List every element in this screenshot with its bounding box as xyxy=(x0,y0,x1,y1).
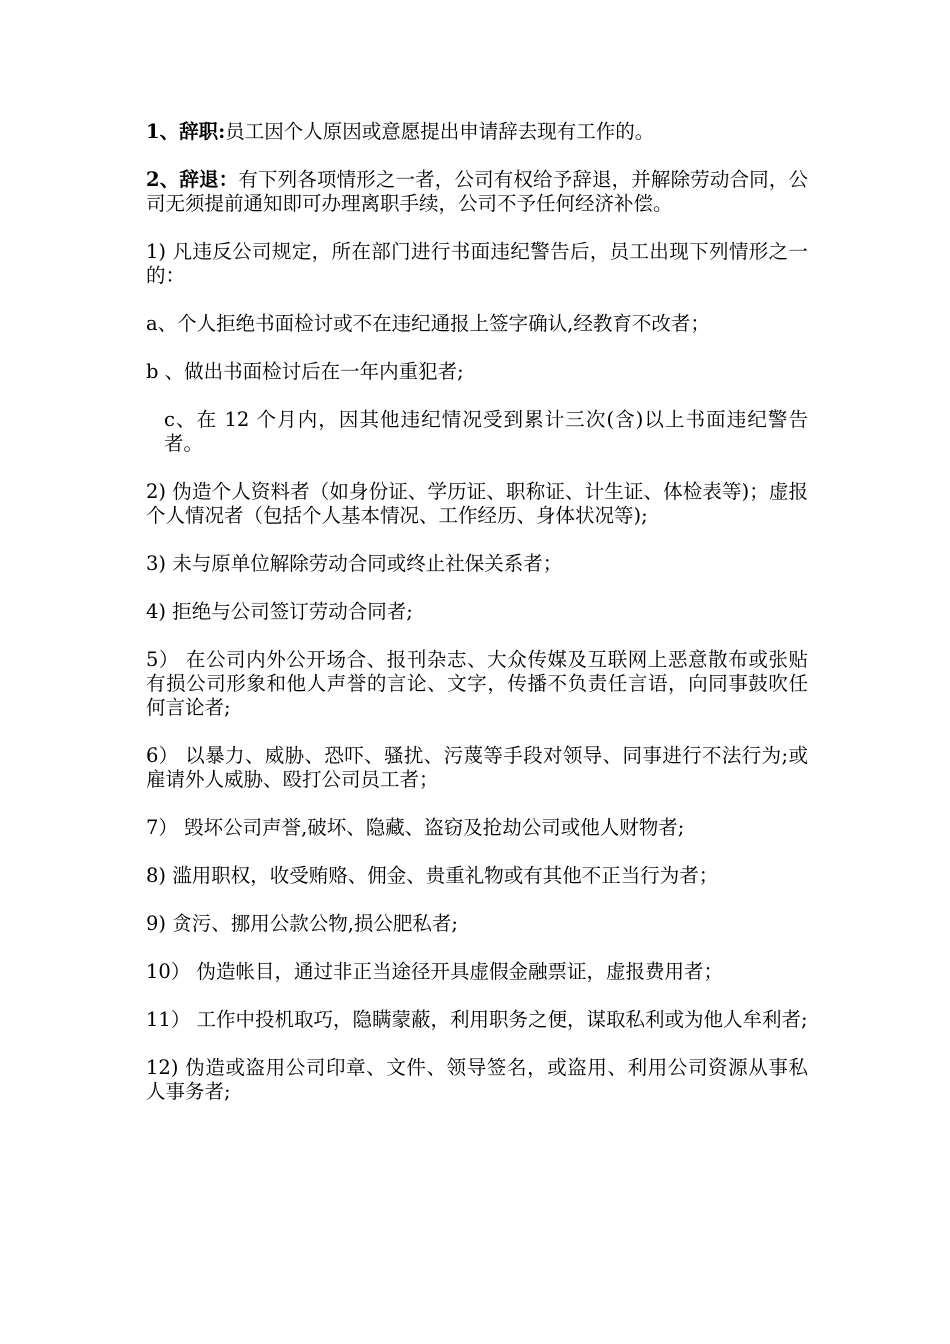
resignation-paragraph xyxy=(146,120,808,144)
clause-5: 5） 在公司内外公开场合、报刊杂志、大众传媒及互联网上恶意散布或张贴有损公司形象和他人声誉的言论、文字，传播不负责任言语，向同事鼓吹任何言论者; xyxy=(146,648,808,719)
clause-4: 4) 拒绝与公司签订劳动合同者; xyxy=(146,600,413,623)
dismissal-text: 有下列各项情形之一者，公司有权给予辞退，并解除劳动合同，公司无须提前通知即可办理离职手续，公司不予任何经济补偿。 xyxy=(146,168,808,215)
clause-11: 11） 工作中投机取巧，隐瞒蒙蔽，利用职务之便，谋取私利或为他人牟利者; xyxy=(146,1008,808,1031)
resignation-text: 员工因个人原因或意愿提出申请辞去现有工作的。 xyxy=(225,120,655,143)
clause-2: 2) 伪造个人资料者（如身份证、学历证、职称证、计生证、体检表等)；虚报个人情况者（包括个人基本情况、工作经历、身体状况等); xyxy=(146,480,808,527)
dismissal-label: 2、辞退： xyxy=(146,168,239,191)
clause-1b: b 、做出书面检讨后在一年内重犯者; xyxy=(146,360,464,383)
clause-12: 12) 伪造或盗用公司印章、文件、领导签名，或盗用、利用公司资源从事私人事务者; xyxy=(146,1056,808,1103)
clause-1a: a、个人拒绝书面检讨或不在违纪通报上签字确认,经教育不改者； xyxy=(146,312,710,335)
clause-10: 10） 伪造帐目，通过非正当途径开具虚假金融票证，虚报费用者； xyxy=(146,960,724,983)
clause-6: 6） 以暴力、威胁、恐吓、骚扰、污蔑等手段对领导、同事进行不法行为;或雇请外人威胁、殴打公司员工者； xyxy=(146,744,808,791)
clause-8: 8) 滥用职权，收受贿赂、佣金、贵重礼物或有其他不正当行为者； xyxy=(146,864,719,887)
clause-9: 9) 贪污、挪用公款公物,损公肥私者; xyxy=(146,912,458,935)
dismissal-paragraph xyxy=(146,168,808,216)
clause-7: 7） 毁坏公司声誉,破坏、隐藏、盗窃及抢劫公司或他人财物者; xyxy=(146,816,685,839)
document-body xyxy=(146,120,808,1128)
clause-3: 3) 未与原单位解除劳动合同或终止社保关系者； xyxy=(146,552,563,575)
clause-1: 1) 凡违反公司规定，所在部门进行书面违纪警告后，员工出现下列情形之一的： xyxy=(146,240,808,287)
resignation-label: 1、辞职: xyxy=(146,120,226,143)
clause-1c: c、在 12 个月内，因其他违纪情况受到累计三次(含)以上书面违纪警告者。 xyxy=(164,408,808,455)
